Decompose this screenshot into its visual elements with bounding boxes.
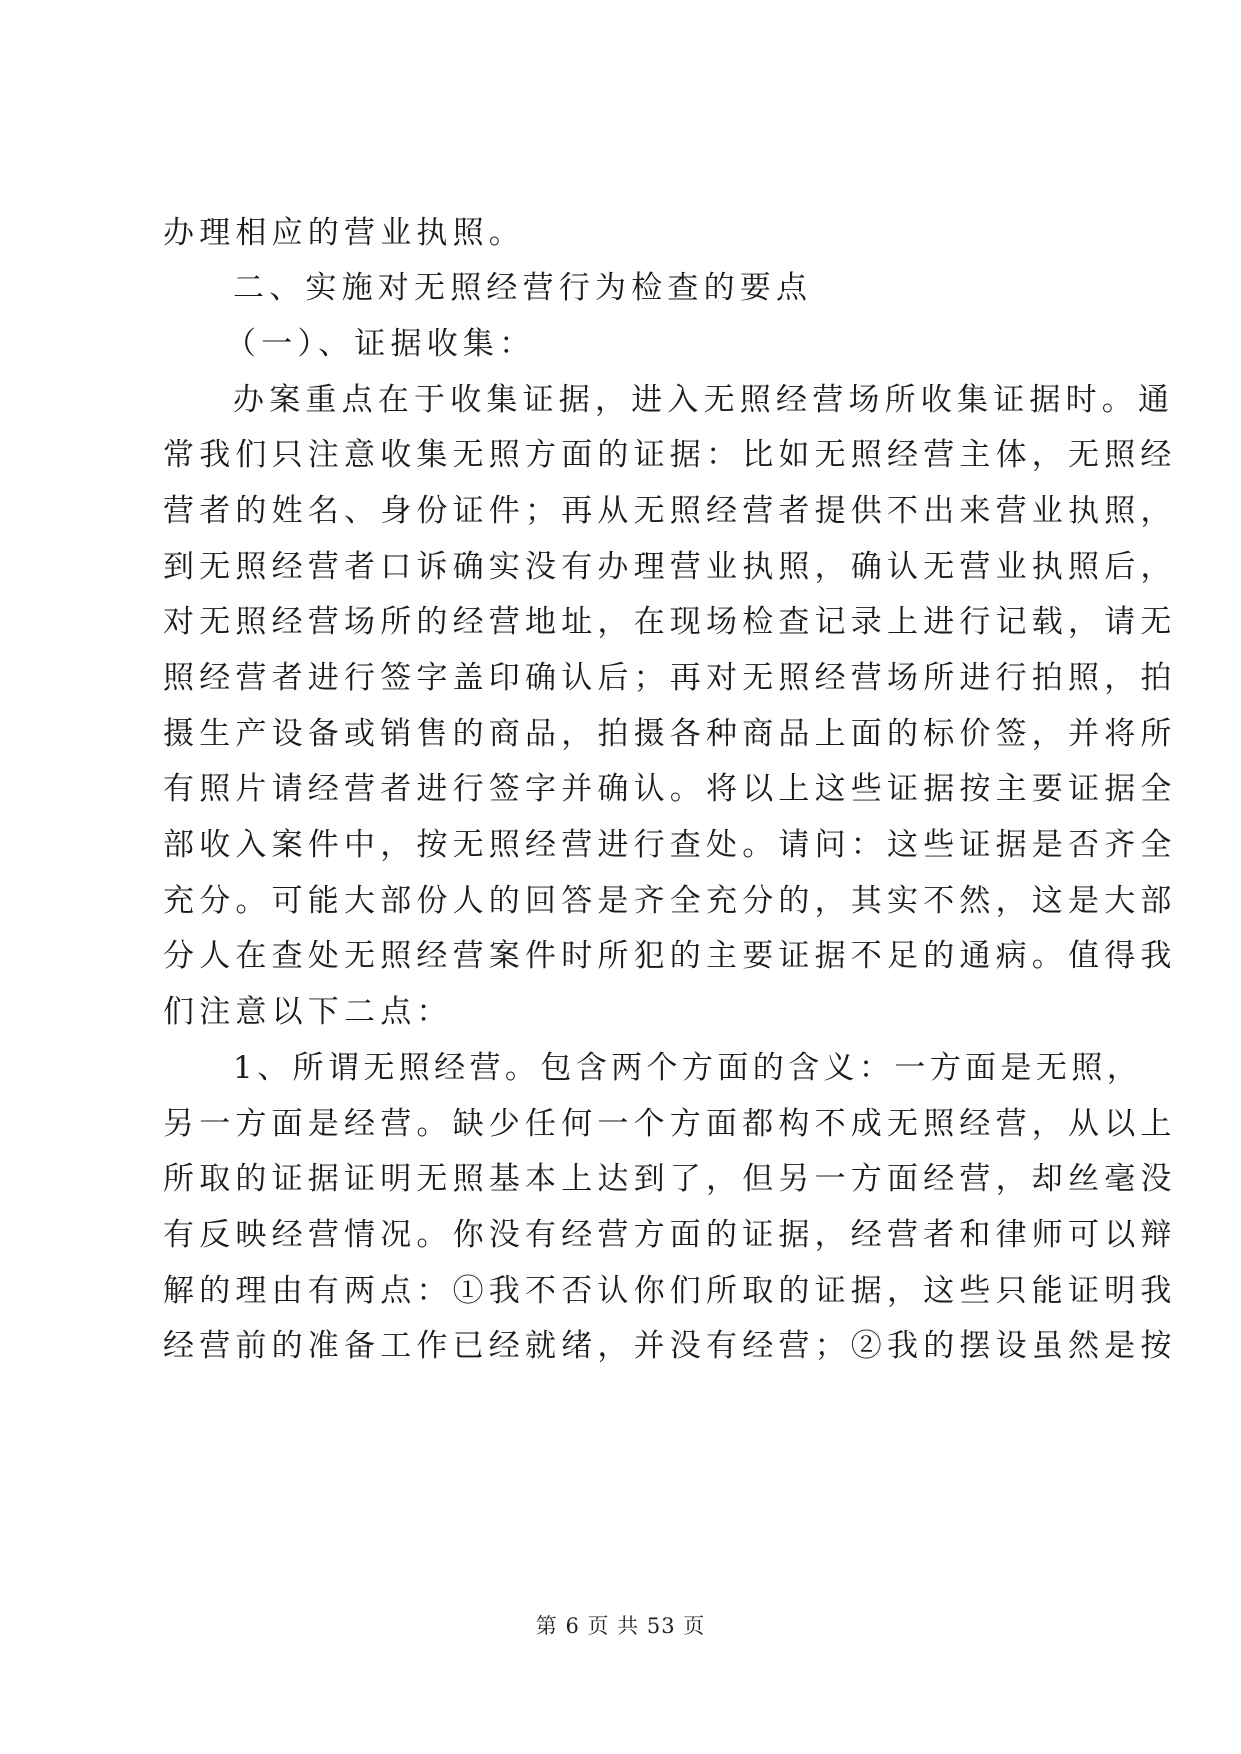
text-line: 解的理由有两点：①我不否认你们所取的证据，这些只能证明我 xyxy=(163,1273,1177,1309)
subsection-heading: （一）、证据收集： xyxy=(225,326,536,362)
text-line: 照经营者进行签字盖印确认后；再对无照经营场所进行拍照，拍 xyxy=(163,660,1177,696)
text-line: 另一方面是经营。缺少任何一个方面都构不成无照经营，从以上 xyxy=(163,1106,1177,1142)
text-line: 对无照经营场所的经营地址，在现场检查记录上进行记载，请无 xyxy=(163,604,1177,640)
section-heading: 二、实施对无照经营行为检查的要点 xyxy=(233,270,813,306)
text-line: 办案重点在于收集证据，进入无照经营场所收集证据时。通 xyxy=(233,382,1175,418)
text-line: 到无照经营者口诉确实没有办理营业执照，确认无营业执照后， xyxy=(163,549,1177,585)
text-line: 有照片请经营者进行签字并确认。将以上这些证据按主要证据全 xyxy=(163,771,1177,807)
text-line: 所取的证据证明无照基本上达到了，但另一方面经营，却丝毫没 xyxy=(163,1161,1177,1197)
text-line: 营者的姓名、身份证件；再从无照经营者提供不出来营业执照， xyxy=(163,493,1177,529)
text-line: 有反映经营情况。你没有经营方面的证据，经营者和律师可以辩 xyxy=(163,1217,1177,1253)
text-line: 分人在查处无照经营案件时所犯的主要证据不足的通病。值得我 xyxy=(163,938,1177,974)
text-line: 经营前的准备工作已经就绪，并没有经营；②我的摆设虽然是按 xyxy=(163,1328,1177,1364)
page-number-footer: 第 6 页 共 53 页 xyxy=(535,1614,706,1638)
list-item-heading: 1、所谓无照经营。包含两个方面的含义：一方面是无照， xyxy=(233,1050,1143,1086)
text-line: 充分。可能大部份人的回答是齐全充分的，其实不然，这是大部 xyxy=(163,883,1177,919)
text-line: 们注意以下二点： xyxy=(163,994,453,1030)
text-line: 部收入案件中，按无照经营进行查处。请问：这些证据是否齐全 xyxy=(163,827,1177,863)
text-line: 办理相应的营业执照。 xyxy=(163,215,525,251)
text-line: 常我们只注意收集无照方面的证据：比如无照经营主体，无照经 xyxy=(163,437,1177,473)
text-line: 摄生产设备或销售的商品，拍摄各种商品上面的标价签，并将所 xyxy=(163,716,1177,752)
